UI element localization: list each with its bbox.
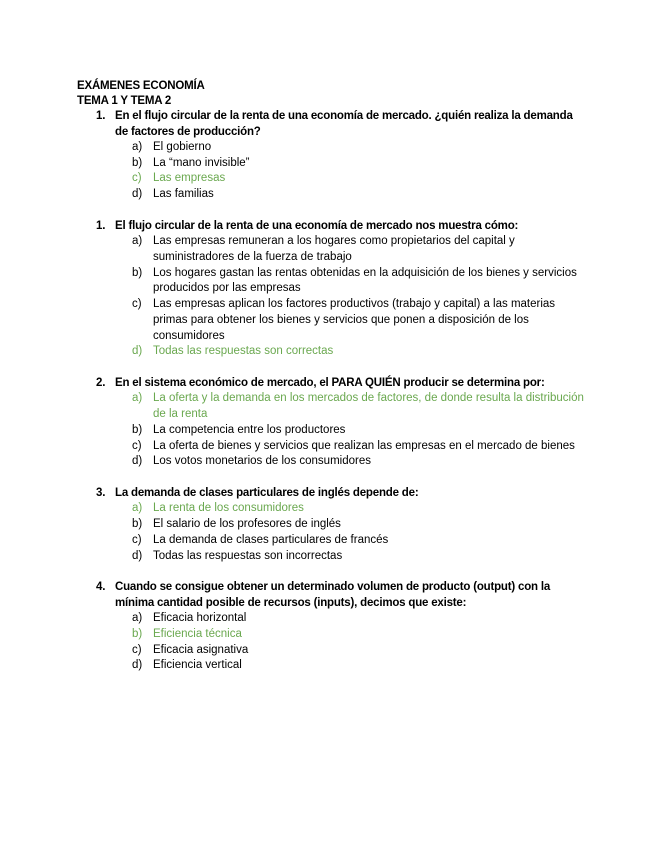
answer-option-correct (132, 344, 587, 360)
option-letter: c) (132, 298, 142, 311)
option-letter: b) (132, 156, 143, 169)
answer-options (132, 140, 587, 203)
answer-options (132, 391, 587, 470)
option-text: Eficiencia técnica (153, 627, 242, 640)
question-number: 3. (96, 486, 106, 499)
option-letter: d) (132, 659, 143, 672)
option-text: La competencia entre los productores (153, 423, 346, 436)
option-text: Las empresas (153, 172, 226, 185)
option-text: Eficacia asignativa (153, 643, 249, 656)
answer-option (132, 266, 587, 297)
option-letter: a) (132, 612, 143, 625)
option-text: Las empresas aplican los factores productivos (trabajo y capital) a las materias primas para obtener los bienes y servicios que ponen a disposición de los consumidores (153, 298, 556, 342)
option-letter: d) (132, 549, 143, 562)
answer-option (132, 643, 587, 659)
option-text: Todas las respuestas son correctas (153, 345, 334, 358)
question-number: 1. (96, 110, 106, 122)
question-heading (77, 376, 587, 392)
option-text: Los votos monetarios de los consumidores (153, 455, 371, 468)
option-text: Las empresas remuneran a los hogares como propietarios del capital y suministradores de la fuerza de trabajo (153, 235, 515, 264)
answer-option-correct (132, 501, 587, 517)
answer-option (132, 549, 587, 565)
option-text: La oferta de bienes y servicios que realizan las empresas en el mercado de bienes (153, 439, 575, 452)
question-number: 1. (96, 219, 106, 232)
answer-option (132, 140, 587, 156)
answer-option-correct (132, 171, 587, 187)
document-subtitle: TEMA 1 Y TEMA 2 (77, 95, 172, 107)
option-text: Todas las respuestas son incorrectas (153, 549, 343, 562)
question-number: 2. (96, 376, 106, 389)
question-spacer (77, 203, 587, 219)
option-text: La demanda de clases particulares de francés (153, 533, 389, 546)
option-letter: b) (132, 266, 143, 279)
question-3 (77, 376, 587, 470)
option-letter: d) (132, 345, 143, 358)
answer-option-correct (132, 391, 587, 422)
option-text: Los hogares gastan las rentas obtenidas en la adquisición de los bienes y servicios producidos por las empresas (153, 266, 577, 295)
question-5 (77, 580, 587, 674)
option-letter: c) (132, 533, 142, 546)
answer-option (132, 297, 587, 344)
answer-option (132, 234, 587, 265)
option-text: La oferta y la demanda en los mercados de factores, de donde resulta la distribución de la renta (153, 392, 584, 421)
answer-option (132, 454, 587, 470)
question-4 (77, 486, 587, 564)
question-text: En el sistema económico de mercado, el PARA QUIÉN producir se determina por: (115, 376, 545, 389)
option-letter: b) (132, 627, 143, 640)
answer-options (132, 501, 587, 564)
question-text: Cuando se consigue obtener un determinado volumen de producto (output) con la mínima cantidad posible de recursos (inputs), decimos que existe: (115, 581, 551, 609)
question-number: 4. (96, 581, 106, 594)
question-spacer (77, 360, 587, 376)
answer-option (132, 156, 587, 172)
question-heading (77, 109, 587, 140)
question-heading (77, 486, 587, 502)
answer-option (132, 187, 587, 203)
answer-options (132, 234, 587, 360)
option-text: Eficiencia vertical (153, 659, 242, 672)
question-2 (77, 219, 587, 360)
answer-option (132, 439, 587, 455)
option-letter: a) (132, 502, 143, 515)
option-letter: c) (132, 172, 142, 185)
question-spacer (77, 564, 587, 580)
option-letter: b) (132, 423, 143, 436)
option-text: El gobierno (153, 141, 212, 153)
answer-option (132, 611, 587, 627)
option-text: El salario de los profesores de inglés (153, 518, 341, 531)
answer-option-correct (132, 627, 587, 643)
question-text: La demanda de clases particulares de inglés depende de: (115, 486, 419, 499)
question-heading (77, 580, 587, 611)
option-letter: c) (132, 439, 142, 452)
answer-option (132, 423, 587, 439)
option-text: Las familias (153, 188, 214, 201)
answer-option (132, 533, 587, 549)
document-title: EXÁMENES ECONOMÍA (77, 80, 205, 92)
option-letter: a) (132, 392, 143, 405)
option-letter: c) (132, 643, 142, 656)
option-text: La renta de los consumidores (153, 502, 304, 515)
question-list (77, 109, 587, 674)
option-letter: d) (132, 188, 143, 201)
option-letter: a) (132, 235, 143, 248)
answer-option (132, 517, 587, 533)
exam-document (77, 79, 587, 674)
option-text: Eficacia horizontal (153, 612, 247, 625)
option-text: La “mano invisible” (153, 156, 250, 169)
question-spacer (77, 470, 587, 486)
question-heading (77, 219, 587, 235)
answer-option (132, 658, 587, 674)
answer-options (132, 611, 587, 674)
question-text: El flujo circular de la renta de una economía de mercado nos muestra cómo: (115, 219, 519, 232)
question-1 (77, 109, 587, 203)
option-letter: b) (132, 518, 143, 531)
option-letter: a) (132, 141, 143, 153)
question-text: En el flujo circular de la renta de una economía de mercado. ¿quién realiza la demanda de factores de producción? (115, 110, 573, 138)
option-letter: d) (132, 455, 143, 468)
